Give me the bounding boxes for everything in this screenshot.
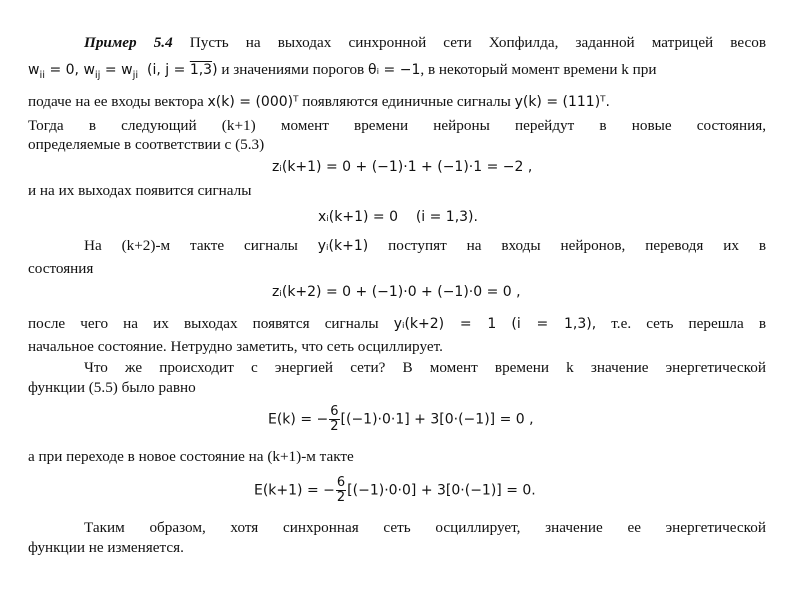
energy-k1-rhs: [(−1)·0·0] + 3[0·(−1)] = 0. [347, 482, 536, 499]
output-k2-formula: yᵢ(k+2) = 1 [393, 316, 497, 332]
equation-x-k1-main: xᵢ(k+1) = 0 [318, 209, 398, 225]
threshold-formula: θᵢ = −1 [368, 62, 421, 78]
state-text: т.е. сеть перешла в [611, 315, 767, 332]
paragraph-line: Тогда в следующий (k+1) момент времени нейроны перейдут в новые состояния, [28, 117, 766, 134]
equation-energy-k1 [254, 476, 536, 505]
paragraph-line: Таким образом, хотя синхронная сеть осциллирует, значение ее энергетической [84, 519, 766, 536]
weights-thresholds-line [28, 60, 766, 80]
paragraph-line: начальное состояние. Нетрудно заметить, что сеть осциллирует. [28, 338, 443, 355]
equation-range: (i = 1,3). [415, 209, 478, 225]
example-label: Пример 5.4 [84, 34, 173, 51]
equation-z-k2: zᵢ(k+2) = 0 + (−1)·0 + (−1)·0 = 0 , [272, 284, 521, 300]
example-intro-text: Пусть на выходах синхронной сети Хопфилда, заданной матрицей весов [189, 34, 766, 51]
energy-k1-lhs: E(k+1) = − [254, 482, 335, 499]
fraction-numerator: 6 [330, 404, 339, 419]
input-vector-line [28, 92, 766, 112]
paragraph-line: и на их выходах появится сигналы [28, 182, 252, 199]
unit-signals-text: появляются единичные сигналы [302, 93, 511, 110]
input-vector-text: подаче на ее входы вектора [28, 93, 204, 110]
paragraph-line: функции не изменяется. [28, 539, 184, 556]
paragraph-line [28, 236, 766, 256]
paragraph-line: состояния [28, 260, 94, 277]
input-vector-formula: x(k) = (000)ᵀ [207, 94, 299, 110]
paragraph-line: определяемые в соответствии с (5.3) [28, 136, 265, 153]
fraction [329, 405, 339, 434]
paragraph-line: функции (5.5) было равно [28, 379, 196, 396]
outputs-text: после чего на их выходах появятся сигналы [28, 315, 379, 332]
paragraph-line: Что же происходит с энергией сети? В момент времени k значение энергетической [84, 359, 766, 376]
example-heading-line [28, 33, 766, 52]
moment-text: , в некоторый момент времени k при [420, 61, 657, 78]
energy-k-lhs: E(k) = − [268, 411, 329, 428]
fraction-numerator: 6 [336, 475, 346, 490]
weights-formula: $w_{ii} = 0$, $w_{ij} = w_{ji}$ (i, j = 1,3) [28, 62, 218, 81]
output-vector-formula: y(k) = (111)ᵀ. [514, 94, 611, 110]
fraction [336, 476, 346, 505]
fraction-denominator: 2 [330, 419, 339, 434]
inputs-text: поступят на входы нейронов, переводя их в [388, 237, 767, 254]
paragraph-line: а при переходе в новое состояние на (k+1)-м такте [28, 448, 354, 465]
signals-formula: yᵢ(k+1) [317, 238, 369, 254]
step-k2-text: На (k+2)-м такте сигналы [84, 237, 298, 254]
paragraph-line [28, 314, 766, 334]
equation-energy-k [268, 405, 534, 434]
equation-x-k1 [318, 208, 478, 227]
equation-z-k1: zᵢ(k+1) = 0 + (−1)·1 + (−1)·1 = −2 , [272, 159, 533, 175]
output-range: (i = 1,3), [511, 316, 597, 332]
energy-k-rhs: [(−1)·0·1] + 3[0·(−1)] = 0 , [340, 411, 534, 428]
fraction-denominator: 2 [336, 490, 346, 505]
thresholds-text: и значениями порогов [221, 61, 365, 78]
